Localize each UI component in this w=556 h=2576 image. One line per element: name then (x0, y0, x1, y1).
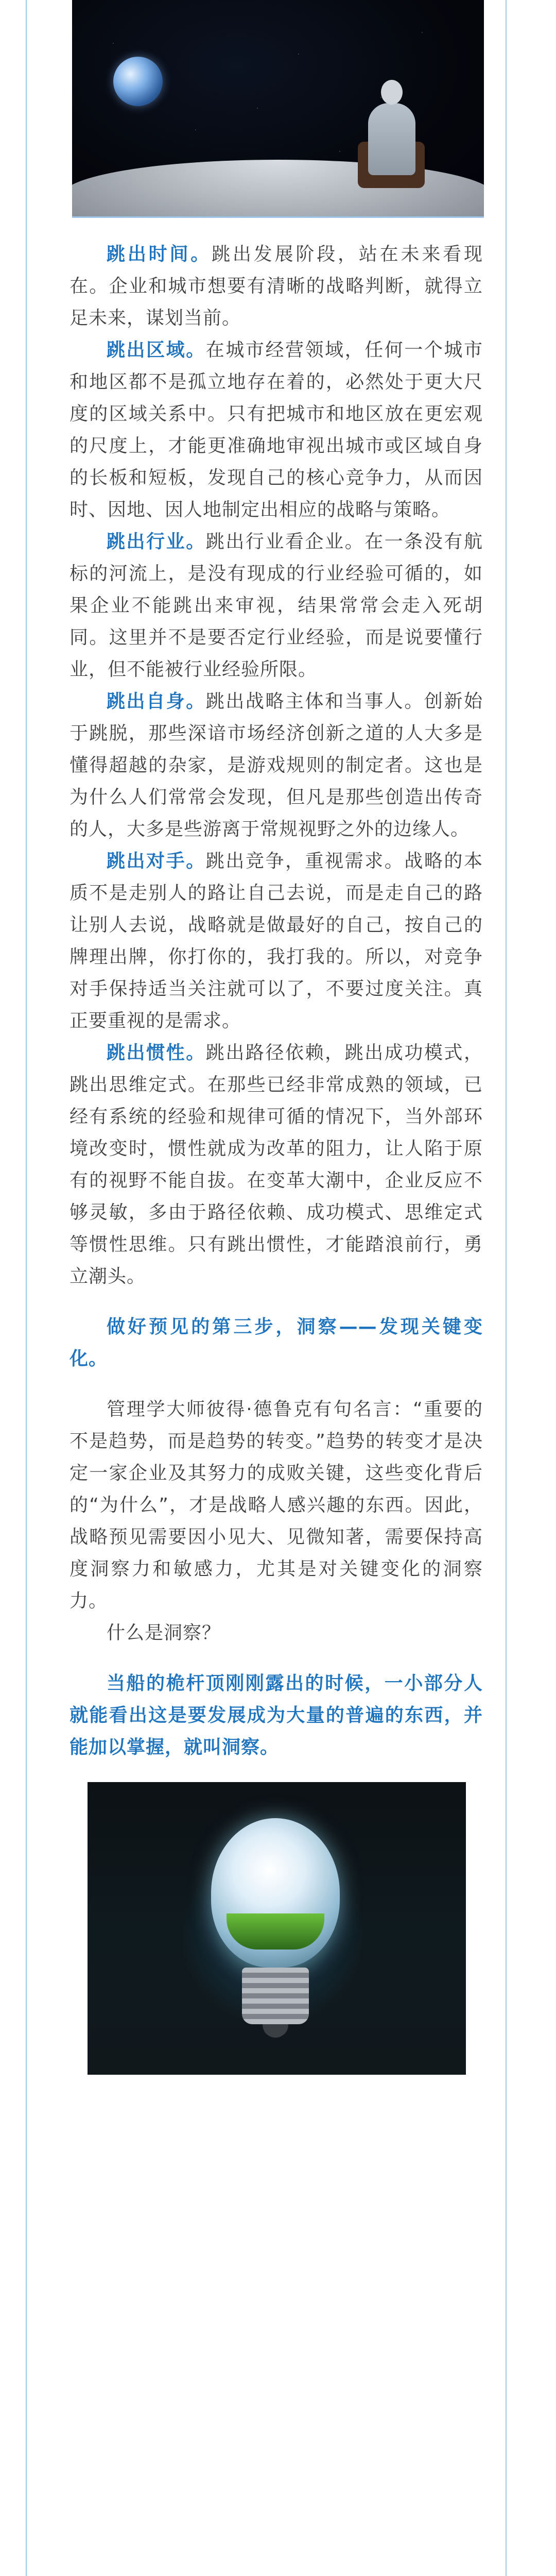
text-self: 跳出战略主体和当事人。创新始于跳脱，那些深谙市场经济创新之道的人大多是懂得超越的杂家，是游戏规则的制定者。这也是为什么人们常常会发现，但凡是那些创造出传奇的人，大多是些游离于常规视野之外的边缘人。 (70, 691, 483, 840)
moon-earth-image (72, 0, 484, 218)
lightbulb-image (88, 1782, 466, 2075)
earth-graphic (113, 57, 163, 106)
text-region: 在城市经营领域，任何一个城市和地区都不是孤立地存在着的，必然处于更大尺度的区域关系中。只有把城市和地区放在更宏观的尺度上，才能更准确地审视出城市或区域自身的长板和短板，发现自己的核心竞争力，从而因时、因地、因人地制定出相应的战略与策略。 (70, 340, 483, 520)
text-inertia: 跳出路径依赖，跳出成功模式，跳出思维定式。在那些已经非常成熟的领域，已经有系统的经验和规律可循的情况下，当外部环境改变时，惯性就成为改革的阻力，让人陷于原有的视野不能自拔。在变革大潮中，企业反应不够灵敏，多由于路径依赖、成功模式、思维定式等惯性思维。只有跳出惯性，才能踏浪前行，勇立潮头。 (70, 1042, 483, 1287)
paragraph-self (70, 686, 483, 845)
paragraph-region (70, 334, 483, 526)
right-border-line (506, 0, 507, 2576)
question-line: 什么是洞察？ (107, 1622, 221, 1643)
paragraph-opponent (70, 845, 483, 1037)
lead-self: 跳出自身。 (107, 691, 206, 712)
paragraph-inertia (70, 1037, 483, 1293)
head (381, 80, 403, 105)
article-content (70, 0, 483, 2075)
text-time: 跳出发展阶段，站在未来看现在。企业和城市想要有清晰的战略判断，就得立足未来，谋划当前。 (70, 244, 483, 329)
lead-time: 跳出时间。 (107, 244, 212, 265)
left-border-line (26, 0, 27, 2576)
lead-inertia: 跳出惯性。 (107, 1042, 206, 1063)
insight-definition: 当船的桅杆顶刚刚露出的时候，一小部分人就能看出这是要发展成为大量的普遍的东西，并能加以掌握，就叫洞察。 (70, 1673, 483, 1758)
seated-man-figure (363, 80, 420, 188)
bulb-tip (263, 2024, 288, 2038)
lead-opponent: 跳出对手。 (107, 851, 206, 872)
torso (368, 103, 415, 175)
grass-inside-bulb (227, 1913, 324, 1950)
drucker-quote-paragraph: 管理学大师彼得·德鲁克有句名言：“重要的不是趋势，而是趋势的转变。”趋势的转变才是决定一家企业及其努力的成败关键，这些变化背后的“为什么”，才是战略人感兴趣的东西。因此，战略预见需要因小见大、见微知著，需要保持高度洞察力和敏感力，尤其是对关键变化的洞察力。 (70, 1399, 483, 1612)
paragraph-industry (70, 526, 483, 686)
paragraph-time (70, 239, 483, 334)
section-heading: 做好预见的第三步，洞察——发现关键变化。 (70, 1316, 483, 1369)
lead-industry: 跳出行业。 (107, 531, 206, 552)
lead-region: 跳出区域。 (107, 340, 206, 361)
text-opponent: 跳出竞争，重视需求。战略的本质不是走别人的路让自己去说，而是走自己的路让别人去说，战略就是做最好的自己，按自己的牌理出牌，你打你的，我打我的。所以，对竞争对手保持适当关注就可以了，不要过度关注。真正要重视的是需求。 (70, 851, 483, 1031)
bulb-socket (242, 1968, 309, 2024)
text-industry: 跳出行业看企业。在一条没有航标的河流上，是没有现成的行业经验可循的，如果企业不能跳出来审视，结果常常会走入死胡同。这里并不是要否定行业经验，而是说要懂行业，但不能被行业经验所限。 (70, 531, 483, 680)
